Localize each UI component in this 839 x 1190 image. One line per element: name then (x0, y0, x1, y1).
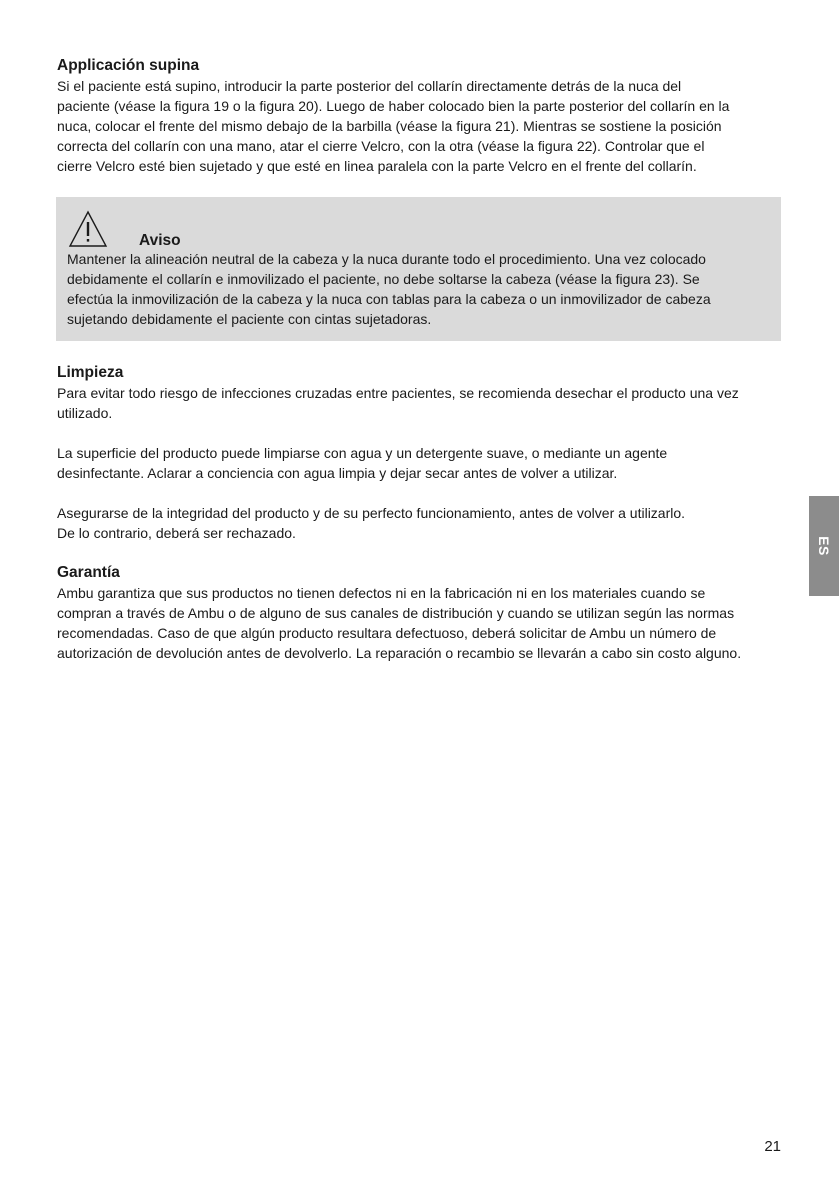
paragraph-line: La superficie del producto puede limpiarse con agua y un detergente suave, o mediante un agente (57, 445, 668, 461)
warning-title: Aviso (139, 232, 181, 249)
section-garantia (57, 563, 785, 663)
paragraph-line: desinfectante. Aclarar a conciencia con agua limpia y dejar secar antes de volver a utilizar. (57, 465, 618, 481)
language-tab (809, 496, 839, 596)
section-aplicacion-supina (57, 56, 785, 176)
paragraph-line: De lo contrario, deberá ser rechazado. (57, 525, 296, 541)
paragraph-line: paciente (véase la figura 19 o la figura 20). Luego de haber colocado bien la parte posterior del collarín en la (57, 98, 730, 114)
page-number: 21 (764, 1138, 781, 1155)
paragraph-line: Asegurarse de la integridad del producto y de su perfecto funcionamiento, antes de volver a utilizarlo. (57, 505, 686, 521)
warning-line: Mantener la alineación neutral de la cabeza y la nuca durante todo el procedimiento. Una vez colocado (67, 251, 706, 267)
paragraph-line: Ambu garantiza que sus productos no tienen defectos ni en la fabricación ni en los materiales cuando se (57, 585, 706, 601)
warning-line: sujetando debidamente el paciente con cintas sujetadoras. (67, 311, 432, 327)
paragraph-line: Si el paciente está supino, introducir la parte posterior del collarín directamente detrás de la nuca del (57, 78, 682, 94)
section-heading: Applicación supina (57, 57, 200, 74)
warning-triangle-icon (67, 209, 109, 249)
paragraph-line: nuca, colocar el frente del mismo debajo de la barbilla (véase la figura 21). Mientras se sostiene la posición (57, 118, 722, 134)
paragraph-line: correcta del collarín con una mano, atar el cierre Velcro, con la otra (véase la figura 22). Controlar que el (57, 138, 705, 154)
paragraph-line: utilizado. (57, 405, 113, 421)
section-heading: Limpieza (57, 364, 124, 381)
section-heading: Garantía (57, 564, 120, 581)
warning-box (56, 197, 781, 341)
warning-header (67, 205, 769, 249)
paragraph-line: cierre Velcro esté bien sujetado y que esté en linea paralela con la parte Velcro en el frente del collarín. (57, 158, 697, 174)
document-body (57, 56, 785, 663)
language-tab-label: ES (816, 536, 832, 556)
paragraph-line: recomendadas. Caso de que algún producto resultara defectuoso, deberá solicitar de Ambu un número de (57, 625, 717, 641)
section-limpieza (57, 363, 785, 543)
paragraph-line: autorización de devolución antes de devolverlo. La reparación o recambio se llevarán a cabo sin costo alguno. (57, 645, 742, 661)
warning-line: debidamente el collarín e inmovilizado el paciente, no debe soltarse la cabeza (véase la figura 23). Se (67, 271, 700, 287)
paragraph-line: Para evitar todo riesgo de infecciones cruzadas entre pacientes, se recomienda desechar el producto una vez (57, 385, 739, 401)
paragraph-line: compran a través de Ambu o de alguno de sus canales de distribución y cuando se utilizan según las normas (57, 605, 735, 621)
warning-line: efectúa la inmovilización de la cabeza y la nuca con tablas para la cabeza o un inmovilizador de cabeza (67, 291, 711, 307)
